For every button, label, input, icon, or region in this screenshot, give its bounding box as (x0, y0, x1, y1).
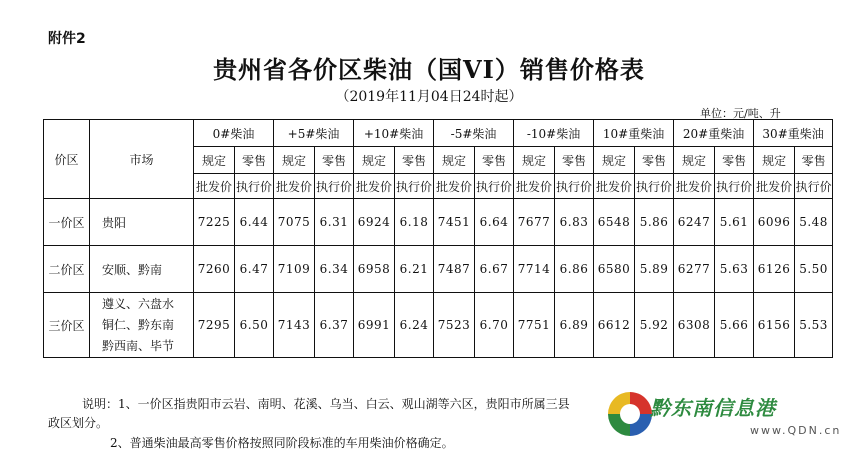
header-fuel-type: +5#柴油 (274, 120, 354, 147)
retail-price-cell: 5.66 (715, 293, 754, 358)
header-market: 市场 (90, 120, 194, 199)
header-sub-wholesale-price: 批发价 (274, 174, 315, 199)
page-title: 贵州省各价区柴油（国VI）销售价格表 (213, 55, 645, 84)
retail-price-cell: 6.89 (555, 293, 594, 358)
header-sub-wholesale: 规定 (674, 147, 715, 174)
unit-label: 单位：元/吨、升 (700, 107, 781, 120)
header-sub-retail-price: 执行价 (635, 174, 674, 199)
header-fuel-type: 0#柴油 (194, 120, 274, 147)
retail-price-cell: 6.83 (555, 199, 594, 246)
wholesale-price-cell: 6247 (674, 199, 715, 246)
header-sub-wholesale: 规定 (274, 147, 315, 174)
header-sub-wholesale: 规定 (754, 147, 795, 174)
market-line: 遵义、六盘水 (102, 296, 175, 311)
header-sub-retail: 零售 (555, 147, 594, 174)
header-fuel-type: 20#重柴油 (674, 120, 754, 147)
price-zone-cell: 一价区 (44, 199, 90, 246)
retail-price-cell: 5.50 (795, 246, 833, 293)
header-sub-retail: 零售 (635, 147, 674, 174)
retail-price-cell: 5.89 (635, 246, 674, 293)
header-sub-wholesale: 规定 (354, 147, 395, 174)
header-fuel-type: +10#柴油 (354, 120, 434, 147)
wholesale-price-cell: 6096 (754, 199, 795, 246)
wholesale-price-cell: 6580 (594, 246, 635, 293)
header-sub-retail-price: 执行价 (235, 174, 274, 199)
wholesale-price-cell: 7677 (514, 199, 555, 246)
header-sub-retail-price: 执行价 (475, 174, 514, 199)
retail-price-cell: 6.18 (395, 199, 434, 246)
header-sub-retail-price: 执行价 (795, 174, 833, 199)
table-row (44, 293, 833, 358)
note-2: 2、普通柴油最高零售价格按照同阶段标准的车用柴油价格确定。 (110, 436, 454, 450)
header-sub-retail-price: 执行价 (315, 174, 354, 199)
header-sub-wholesale-price: 批发价 (674, 174, 715, 199)
table-row (44, 246, 833, 293)
retail-price-cell: 6.31 (315, 199, 354, 246)
watermark-url: www.QDN.cn (750, 424, 842, 437)
retail-price-cell: 5.92 (635, 293, 674, 358)
retail-price-cell: 6.50 (235, 293, 274, 358)
wholesale-price-cell: 6126 (754, 246, 795, 293)
retail-price-cell: 6.21 (395, 246, 434, 293)
watermark (600, 384, 840, 452)
wholesale-price-cell: 7075 (274, 199, 315, 246)
wholesale-price-cell: 7751 (514, 293, 555, 358)
market-cell: 贵阳 (90, 199, 194, 246)
market-cell: 安顺、黔南 (90, 246, 194, 293)
wholesale-price-cell: 6277 (674, 246, 715, 293)
market-line: 黔西南、毕节 (102, 338, 175, 353)
retail-price-cell: 5.48 (795, 199, 833, 246)
retail-price-cell: 5.53 (795, 293, 833, 358)
attachment-label: 附件2 (48, 31, 86, 47)
table-row (44, 199, 833, 246)
wholesale-price-cell: 7225 (194, 199, 235, 246)
header-fuel-type: -10#柴油 (514, 120, 594, 147)
watermark-text: 黔东南信息港 (650, 396, 776, 420)
header-sub-wholesale-price: 批发价 (194, 174, 235, 199)
retail-price-cell: 6.24 (395, 293, 434, 358)
retail-price-cell: 5.86 (635, 199, 674, 246)
note-1: 说明：1、一价区指贵阳市云岩、南明、花溪、乌当、白云、观山湖等六区，贵阳市所属三县 (82, 397, 570, 411)
wholesale-price-cell: 6924 (354, 199, 395, 246)
retail-price-cell: 6.34 (315, 246, 354, 293)
wholesale-price-cell: 7523 (434, 293, 475, 358)
header-sub-wholesale: 规定 (194, 147, 235, 174)
diesel-price-table (43, 119, 833, 358)
market-cell (90, 293, 194, 358)
retail-price-cell: 6.70 (475, 293, 514, 358)
effective-date: （2019年11月04日24时起） (335, 89, 523, 105)
retail-price-cell: 6.47 (235, 246, 274, 293)
price-zone-cell: 三价区 (44, 293, 90, 358)
retail-price-cell: 5.61 (715, 199, 754, 246)
retail-price-cell: 6.44 (235, 199, 274, 246)
header-sub-retail: 零售 (475, 147, 514, 174)
wholesale-price-cell: 6308 (674, 293, 715, 358)
header-sub-wholesale-price: 批发价 (514, 174, 555, 199)
wholesale-price-cell: 7714 (514, 246, 555, 293)
header-sub-retail-price: 执行价 (555, 174, 594, 199)
header-sub-retail: 零售 (315, 147, 354, 174)
header-sub-retail: 零售 (235, 147, 274, 174)
header-sub-retail-price: 执行价 (715, 174, 754, 199)
wholesale-price-cell: 7260 (194, 246, 235, 293)
header-sub-retail: 零售 (795, 147, 833, 174)
header-sub-retail: 零售 (715, 147, 754, 174)
header-sub-wholesale-price: 批发价 (754, 174, 795, 199)
header-sub-wholesale-price: 批发价 (434, 174, 475, 199)
header-price-zone: 价区 (44, 120, 90, 199)
header-sub-wholesale: 规定 (594, 147, 635, 174)
retail-price-cell: 6.37 (315, 293, 354, 358)
header-fuel-type: -5#柴油 (434, 120, 514, 147)
wholesale-price-cell: 7143 (274, 293, 315, 358)
wholesale-price-cell: 7109 (274, 246, 315, 293)
header-sub-wholesale: 规定 (434, 147, 475, 174)
header-sub-retail: 零售 (395, 147, 434, 174)
header-fuel-type: 10#重柴油 (594, 120, 674, 147)
market-line: 铜仁、黔东南 (102, 317, 175, 332)
header-sub-wholesale-price: 批发价 (594, 174, 635, 199)
header-fuel-type: 30#重柴油 (754, 120, 833, 147)
retail-price-cell: 6.67 (475, 246, 514, 293)
retail-price-cell: 5.63 (715, 246, 754, 293)
price-zone-cell: 二价区 (44, 246, 90, 293)
wholesale-price-cell: 6548 (594, 199, 635, 246)
header-sub-retail-price: 执行价 (395, 174, 434, 199)
note-1-continued: 政区划分。 (48, 416, 109, 430)
retail-price-cell: 6.86 (555, 246, 594, 293)
wholesale-price-cell: 7487 (434, 246, 475, 293)
header-sub-wholesale: 规定 (514, 147, 555, 174)
wholesale-price-cell: 7295 (194, 293, 235, 358)
retail-price-cell: 6.64 (475, 199, 514, 246)
wholesale-price-cell: 6991 (354, 293, 395, 358)
wholesale-price-cell: 7451 (434, 199, 475, 246)
wholesale-price-cell: 6156 (754, 293, 795, 358)
wholesale-price-cell: 6958 (354, 246, 395, 293)
wholesale-price-cell: 6612 (594, 293, 635, 358)
header-sub-wholesale-price: 批发价 (354, 174, 395, 199)
